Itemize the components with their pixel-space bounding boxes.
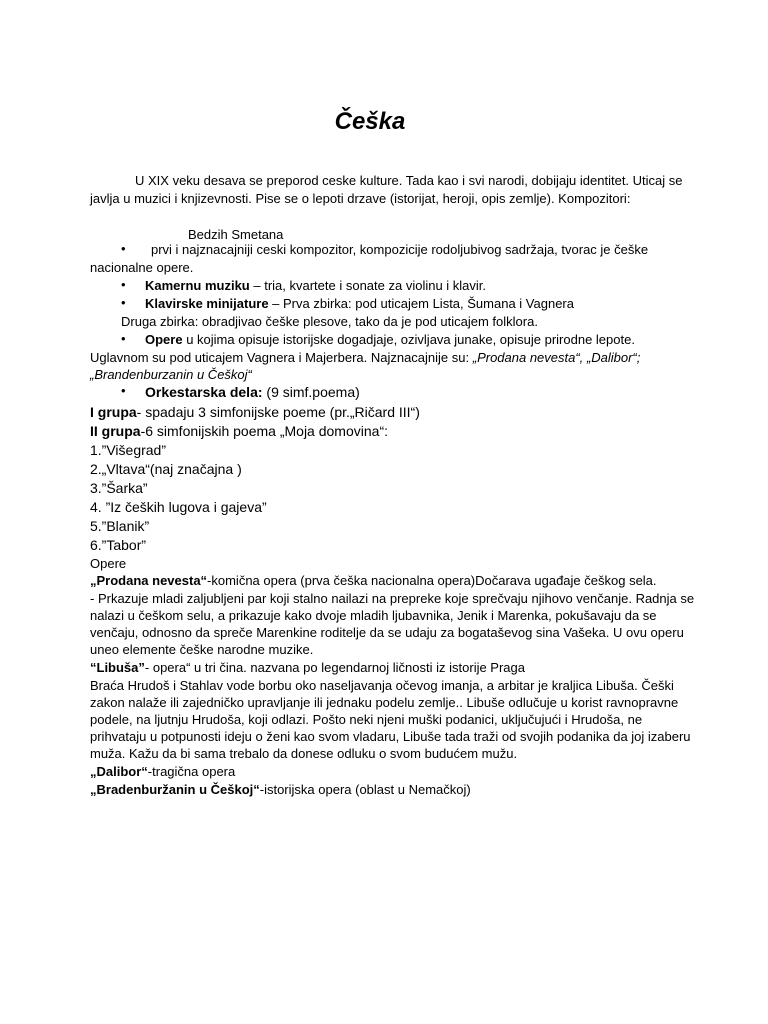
bullet-2-rest: – tria, kvartete i sonate za violinu i klavir.	[249, 278, 487, 293]
libusa-rest: - opera“ u tri čina. nazvana po legendarnoj ličnosti iz istorije Praga	[144, 660, 525, 675]
bullet-dot: •	[121, 295, 126, 310]
composer-name: Bedzih Smetana	[188, 227, 284, 242]
opere-heading: Opere	[90, 556, 127, 571]
poem-item: 6.”Tabor”	[90, 537, 147, 553]
intro-line-2: javlja u muzici i knjizevnosti. Pise se o lepoti drzave (istorijat, heroji, opis zemlje). Kompozitori:	[90, 191, 631, 206]
bullet-3-rest: – Prva zbirka: pod uticajem Lista, Šumana i Vagnera	[268, 296, 574, 311]
bullet-1-cont: nacionalne opere.	[90, 260, 194, 275]
prodana-line: - Prkazuje mladi zaljubljeni par koji stalno nailazi na prepreke koje sprečvaju njihovo venčanje. Radnja se	[90, 591, 695, 606]
poem-item: 2.„Vltava“(naj značajna )	[90, 461, 242, 477]
document-title: Češka	[334, 108, 406, 135]
poem-item: 5.”Blanik”	[90, 518, 150, 534]
bullet-3-cont: Druga zbirka: obradjivao češke plesove, tako da je pod uticajem folklora.	[121, 314, 538, 329]
libusa-line: zakon nalaže ili zajedničko upravljanje ili jednaku podelu zemlje.. Libuše odlučuje u korist ravnopravne	[90, 695, 679, 710]
bullet-4-line-2	[90, 349, 640, 367]
libusa-line: muža. Kažu da bi sama trebalo da donese odluku o svom budućem mužu.	[90, 746, 518, 761]
bullet-dot: •	[121, 383, 126, 398]
bradenburzanin-line	[90, 781, 471, 799]
bullet-3-text	[145, 295, 574, 313]
grupa-1	[90, 403, 420, 421]
prodana-line: nalazi u češkom selu, a prikazuje kako dvoje mladih ljubavnika, Jenik i Marenka, pokušavaju da se	[90, 608, 657, 623]
libusa-bold: “Libuša”	[90, 660, 145, 675]
dalibor-line	[90, 763, 235, 781]
bullet-dot: •	[121, 331, 126, 346]
bullet-5-text	[145, 383, 360, 401]
prodana-rest: -komična opera (prva češka nacionalna opera)Dočarava ugađaje češkog sela.	[207, 573, 657, 588]
libusa-line: Braća Hrudoš i Stahlav vode borbu oko naseljavanja očevog imanja, a arbitar je kraljica Libuša. Češki	[90, 678, 674, 693]
prodana-bold: „Prodana nevesta“	[90, 573, 208, 588]
bullet-4-line-3: „Brandenburzanin u Češkoj“	[90, 367, 252, 382]
bradenburzanin-bold: „Bradenburžanin u Češkoj“	[90, 782, 260, 797]
dalibor-rest: -tragična opera	[147, 764, 236, 779]
bullet-5-bold: Orkestarska dela:	[145, 384, 263, 400]
bullet-dot: •	[121, 241, 126, 256]
poem-item: 4. ”Iz čeških lugova i gajeva”	[90, 499, 267, 515]
poem-item: 1.”Višegrad”	[90, 442, 167, 458]
bullet-3-bold: Klavirske minijature	[145, 296, 269, 311]
prodana-line: uneo elemente češke narodne muzike.	[90, 642, 314, 657]
poem-item: 3.”Šarka”	[90, 480, 148, 496]
grupa-1-bold: I grupa	[90, 404, 137, 420]
libusa-line: prihvataju u potpunosti ideju o ženi kao svom vladaru, Libuše tada traži od svojih podanika da joj izaberu	[90, 729, 691, 744]
grupa-2	[90, 422, 388, 440]
bullet-dot: •	[121, 277, 126, 292]
libusa-line: podele, na ljutnju Hrudoša, koji odlazi. Pošto neki njeni muški podanici, uključujući i Hrudoša, ne	[90, 712, 643, 727]
bullet-4-rest: u kojima opisuje istorijske dogadjaje, ozivljava junake, opisuje prirodne lepote.	[182, 332, 635, 347]
bullet-4-line-2-plain: Uglavnom su pod uticajem Vagnera i Majerbera. Najznacajnije su:	[90, 350, 473, 365]
bullet-1-text: prvi i najznacajniji ceski kompozitor, kompozicije rodoljubivog sadržaja, tvorac je češke	[151, 242, 649, 257]
bullet-2-bold: Kamernu muziku	[145, 278, 250, 293]
bradenburzanin-rest: -istorijska opera (oblast u Nemačkoj)	[259, 782, 471, 797]
libusa-heading	[90, 659, 525, 677]
grupa-2-bold: II grupa	[90, 423, 141, 439]
bullet-2-text	[145, 277, 486, 295]
bullet-4-bold: Opere	[145, 332, 183, 347]
intro-line-1: U XIX veku desava se preporod ceske kulture. Tada kao i svi narodi, dobijaju identitet. Uticaj se	[135, 173, 683, 188]
prodana-line: venčaju, odnosno da spreče Marenkine roditelje da se udaju za bogataševog sina Vašeka. U ovu operu	[90, 625, 684, 640]
grupa-1-rest: - spadaju 3 simfonijske poeme (pr.„Ričard III“)	[136, 404, 420, 420]
prodana-heading	[90, 572, 657, 590]
grupa-2-rest: -6 simfonijskih poema „Moja domovina“:	[140, 423, 388, 439]
bullet-4-text	[145, 331, 635, 349]
dalibor-bold: „Dalibor“	[90, 764, 148, 779]
bullet-4-line-2-italic: „Prodana nevesta“, „Dalibor“;	[472, 350, 641, 365]
bullet-5-rest: (9 simf.poema)	[262, 384, 360, 400]
